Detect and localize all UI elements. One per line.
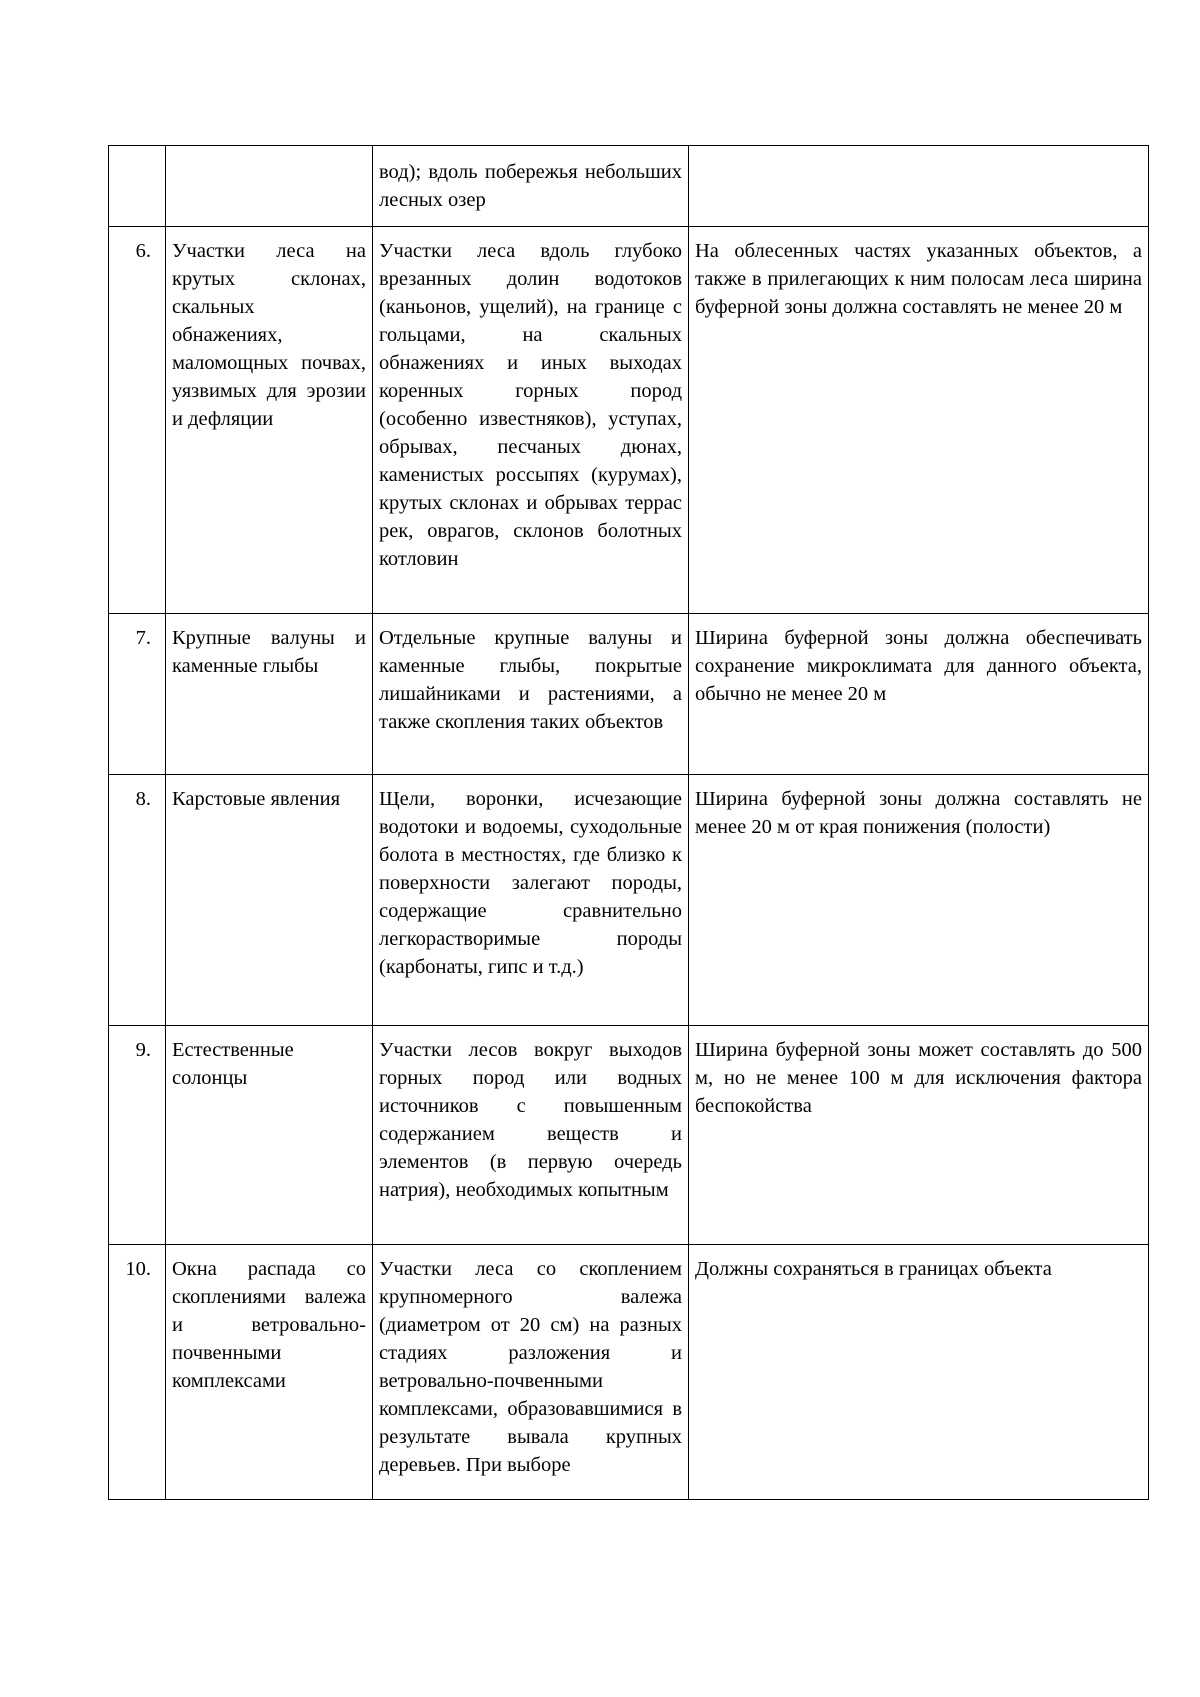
object-description: Щели, воронки, исчезающие водотоки и водоемы, суходольные болота в местностях, где близко к поверхности залегают породы, содержащие сравнительно легкорастворимые породы (карбонаты, гипс и т.д.) [373,775,689,1026]
object-name: Естественные солонцы [166,1026,373,1245]
object-description: вод); вдоль побережья небольших лесных озер [373,146,689,227]
table-row [109,1245,1149,1500]
buffer-zone-requirement: Ширина буферной зоны должна обеспечивать сохранение микроклимата для данного объекта, обычно не менее 20 м [689,614,1149,775]
buffer-zone-requirement [689,146,1149,227]
table-row [109,146,1149,227]
object-name: Карстовые явления [166,775,373,1026]
object-description: Участки леса вдоль глубоко врезанных долин водотоков (каньонов, ущелий), на границе с гольцами, на скальных обнажениях и иных выходах коренных горных пород (особенно известняков), уступах, обрывах, песчаных дюнах, каменистых россыпях (курумах), крутых склонах и обрывах террас рек, оврагов, склонов болотных котловин [373,227,689,614]
object-description: Отдельные крупные валуны и каменные глыбы, покрытые лишайниками и растениями, а также скопления таких объектов [373,614,689,775]
row-number: 10. [109,1245,166,1500]
row-number [109,146,166,227]
object-name: Участки леса на крутых склонах, скальных обнажениях, маломощных почвах, уязвимых для эрозии и дефляции [166,227,373,614]
table-row [109,775,1149,1026]
row-number: 9. [109,1026,166,1245]
object-description: Участки леса со скоплением крупномерного валежа (диаметром от 20 см) на разных стадиях разложения и ветровально-почвенными комплексами, образовавшимися в результате вывала крупных деревьев. При выборе [373,1245,689,1500]
object-name: Окна распада со скоплениями валежа и ветровально-почвенными комплексами [166,1245,373,1500]
object-name: Крупные валуны и каменные глыбы [166,614,373,775]
buffer-zone-requirement: Ширина буферной зоны должна составлять не менее 20 м от края понижения (полости) [689,775,1149,1026]
table-row [109,1026,1149,1245]
document-table [108,145,1149,1500]
buffer-zone-requirement: Должны сохраняться в границах объекта [689,1245,1149,1500]
object-name [166,146,373,227]
object-description: Участки лесов вокруг выходов горных пород или водных источников с повышенным содержанием веществ и элементов (в первую очередь натрия), необходимых копытным [373,1026,689,1245]
buffer-zone-requirement: Ширина буферной зоны может составлять до 500 м, но не менее 100 м для исключения фактора беспокойства [689,1026,1149,1245]
row-number: 7. [109,614,166,775]
table-row [109,614,1149,775]
row-number: 8. [109,775,166,1026]
buffer-zone-requirement: На облесенных частях указанных объектов, а также в прилегающих к ним полосам леса ширина буферной зоны должна составлять не менее 20 м [689,227,1149,614]
table-row [109,227,1149,614]
row-number: 6. [109,227,166,614]
